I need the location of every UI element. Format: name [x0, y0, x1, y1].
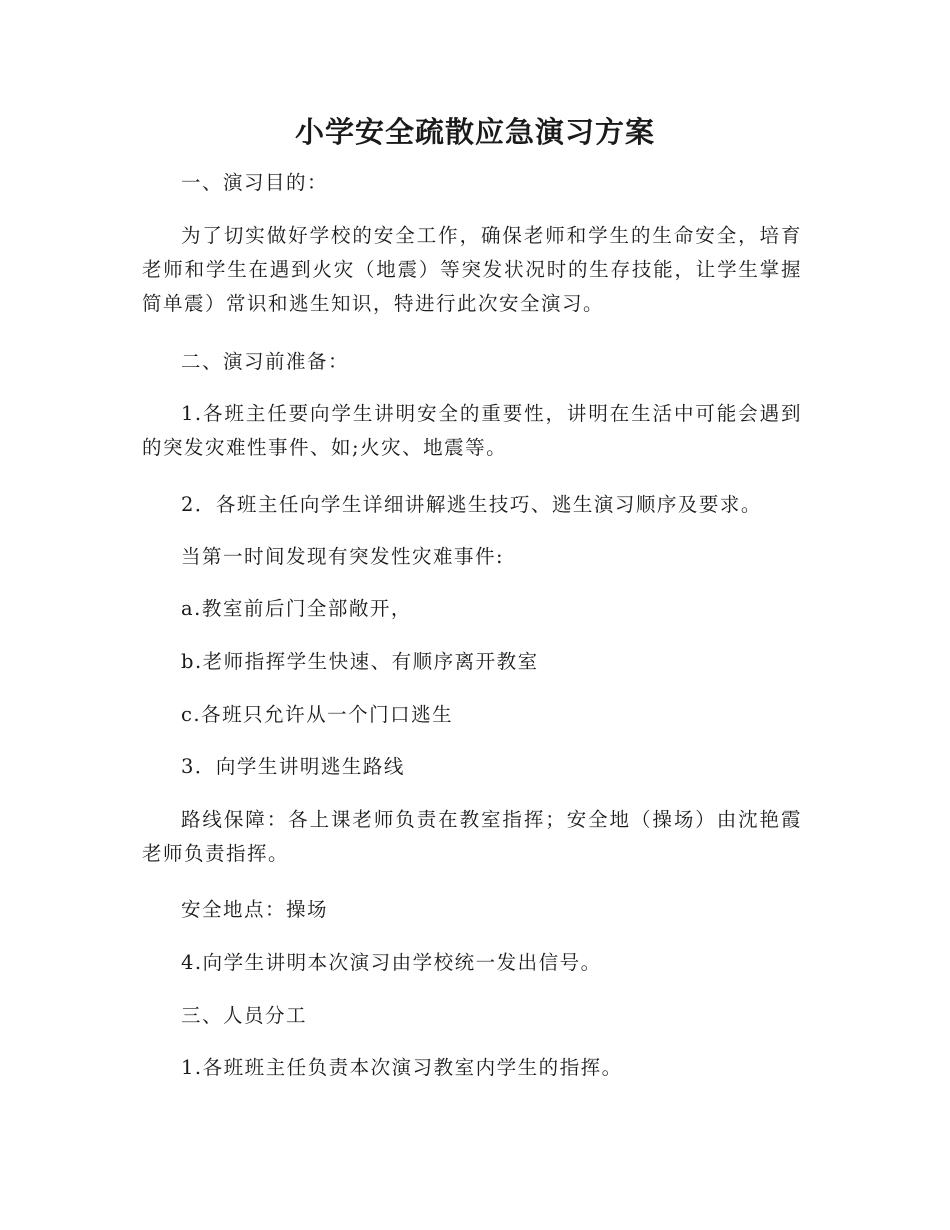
list-item-a: a.教室前后门全部敞开，: [181, 597, 412, 620]
section-heading-staff: 三、人员分工: [181, 1004, 308, 1027]
paragraph-safe-location: 安全地点：操场: [181, 898, 329, 921]
section-heading-preparation: 二、演习前准备：: [181, 350, 350, 373]
list-item-c: c.各班只允许从一个门口逃生: [181, 703, 454, 726]
paragraph-prep-item-4: 4.向学生讲明本次演习由学校统一发出信号。: [181, 951, 602, 974]
section-heading-purpose: 一、演习目的：: [181, 171, 329, 194]
paragraph-prep-item-1: 1.各班主任要向学生讲明安全的重要性，讲明在生活中可能会遇到的突发灾难性事件、如;火灾、地震等。: [142, 402, 802, 459]
paragraph-purpose-body: 为了切实做好学校的安全工作，确保老师和学生的生命安全，培育老师和学生在遇到火灾（地震）等突发状况时的生存技能，让学生掌握简单震）常识和逃生知识，特进行此次安全演习。: [142, 224, 802, 315]
paragraph-prep-item-2: 2．各班主任向学生详细讲解逃生技巧、逃生演习顺序及要求。: [181, 493, 762, 516]
list-item-b: b.老师指挥学生快速、有顺序离开教室: [181, 650, 539, 673]
paragraph-prep-item-3: 3．向学生讲明逃生路线: [181, 755, 405, 778]
paragraph-disaster-intro: 当第一时间发现有突发性灾难事件:: [181, 545, 505, 568]
paragraph-staff-item-1: 1.各班班主任负责本次演习教室内学生的指挥。: [181, 1056, 623, 1079]
paragraph-route-guarantee: 路线保障：各上课老师负责在教室指挥；安全地（操场）由沈艳霞老师负责指挥。: [142, 808, 802, 865]
document-title: 小学安全疏散应急演习方案: [294, 115, 655, 149]
